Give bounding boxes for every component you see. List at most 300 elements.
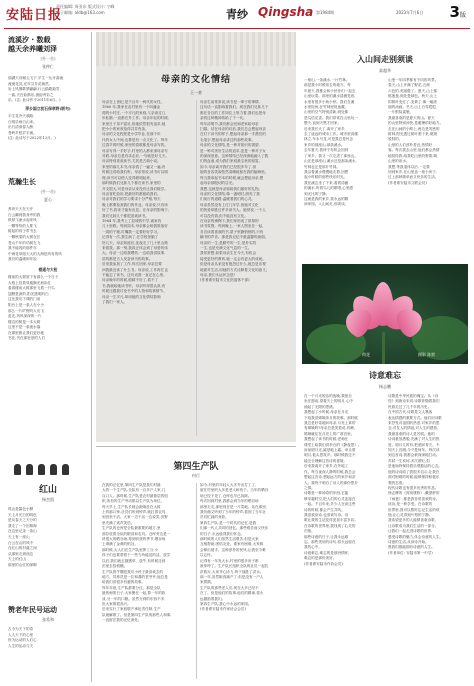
text-line: (作者系安陆市文联会员) [388, 180, 427, 185]
text-line: 这比我们下课的门前 [8, 297, 41, 302]
text-line: 我常常想,如果母亲生在今天,有机会 [200, 251, 257, 256]
article-2-title: 诗意难忘 [369, 371, 401, 380]
text-line: 去年夏天,我终于有机会回到 [304, 148, 349, 153]
feature-title: 母亲的文化情结 [160, 75, 231, 85]
text-line: 我的心中。 [304, 545, 322, 550]
text-line: 们前行的道路,温暖着我们的心灵。 [200, 197, 256, 202]
text-line: 在这里记录一条山 [8, 529, 37, 534]
text-line: 1964 年,我考上了县城的中学,离家有 [102, 218, 162, 223]
text-line: 地招待我,给我吃山里的野果,喝 [388, 153, 438, 158]
poem-1-subtitle: (外一首) [40, 56, 56, 61]
text-line: 白云翻到我身旁的我 [8, 212, 41, 217]
text-line: 我走了一个旧林海 [8, 523, 37, 528]
text-line: 经》到唐诗宋词,诗歌伴随着我们 [388, 399, 440, 404]
text-line: 在红山的村落之间 [8, 546, 37, 551]
text-line: 年夏天,我都会和小伙伴们一起去 [304, 88, 356, 93]
text-line: 有嫦娥吗?母亲总是笑着说,有啊, [304, 426, 355, 431]
text-line: 水里捉鱼,在竹林里捉迷藏。 [304, 105, 349, 110]
text-line: 读书氛围。每到晚上,一家人围坐在一起, [200, 224, 264, 229]
text-line: 过春节的时候,家里的春联都是母亲写的。 [102, 143, 168, 148]
text-line: 苍山千年的幼树在飞 [8, 240, 41, 245]
text-line: 家里日子虽不富足,但她依然很有追求,她 [102, 121, 166, 126]
text-line: 母亲晚年的时候,眼睛不好了,看不了 [102, 278, 159, 283]
text-line: 嫦娥就住在月亮上的广寒宫里。 [304, 431, 355, 436]
poem-4-title: 赞老年民号运动 [8, 606, 57, 614]
text-line: 一座山,一条溪水,一片竹林。 [304, 78, 350, 82]
text-line: 代的女人中间,也算是有一点文化了。每年 [102, 137, 168, 142]
issue-date: 2023年7月6日 [396, 10, 424, 15]
text-line: 诗意难忘,难忘的是那份情怀, [304, 550, 350, 555]
right-column [302, 32, 468, 682]
text-line: 大的一个生产队,全队有一百多户人家,几 [102, 488, 166, 493]
text-line: 中海花草阅天大的大海是所有的风 [8, 251, 62, 256]
text-line: 家乡的那座山,那条溪水。 [304, 142, 345, 147]
text-line: 地面对生活,用她的方式诠释着文化的意义。 [200, 267, 270, 272]
text-line: 每年年底,生产队都要分红。那是全队 [102, 585, 161, 590]
text-line: 了家乡。我又一次走进了那座山。 [304, 153, 358, 158]
text-line: 山还是那座山,溪水还是那条溪水, [304, 159, 357, 164]
article-1-text-col-1 [304, 78, 384, 208]
text-line: 竹林也还是那片竹林。 [304, 164, 340, 169]
poem-3-title: 红山 [38, 485, 57, 495]
text-line: 那一年,虽然粮食减产了,但是没有一户人 [200, 574, 264, 579]
text-line: (注: 此诗写于2022年12月。) [8, 136, 56, 141]
text-line: 母亲生前常常说,读书是一辈子的事情, [200, 100, 260, 104]
text-line: 一颗秋果的大树在长 [8, 234, 41, 239]
text-line: 互相帮助,团结友爱。谁家有困难,大家都 [200, 542, 264, 547]
text-line: 但是母亲从来没有抱怨过什么,她总是乐观 [200, 262, 266, 267]
text-line: 第四生产队,是一个时代的记忆,是我 [200, 520, 257, 525]
text-line: 一曲,天在仙鹤乐,流韵秀彩之 [8, 92, 54, 97]
masthead-meta [56, 4, 115, 16]
text-line: 到无比的宁静。 [304, 191, 330, 196]
poem-4-author: 张希和 [42, 617, 54, 622]
text-line: 难忘的是那份美好。 [304, 556, 337, 561]
text-line: 那时候,大人们在生产队里挣工分,小 [102, 547, 159, 552]
text-line: 那时候我们兄妹几个都在读书,家里的 [102, 181, 161, 186]
text-line: 念,对友人的情谊,对人生的感悟。 [388, 426, 441, 431]
text-line: 神家园。入山间走,别须谈。 [304, 202, 349, 207]
page-number [450, 3, 466, 21]
text-line: 在了。但是他们的故事,他们的精神,将永 [200, 591, 264, 596]
text-line: 一颗等待的人要飞 [8, 223, 37, 228]
dancer-figures-illustration [8, 462, 88, 476]
section-2-title: 第四生产队 [173, 462, 219, 472]
text-line: 扫墓。站在母亲的坟前,我们总会想起母亲 [200, 127, 266, 132]
text-line: 员们忙碌的身影。 [200, 515, 229, 520]
text-line: 织,所有的生产劳动都以生产队为单位。 [102, 499, 165, 504]
text-line: 楼边的树是一本大树 [8, 319, 41, 324]
text-line: 母亲的一生,是勤劳的一生,是朴实的 [200, 240, 257, 245]
figure-icon [14, 464, 21, 475]
text-line: 地方。饲养员是一位和蔼的老爷爷,他总是 [102, 574, 168, 579]
text-line: 百口人。那时候,生产队是农村最基层的组 [102, 493, 168, 498]
text-line: 如今,母亲离开我们已经很多年了,但 [200, 164, 257, 169]
text-line: 人。我终于明白了诗人的那份思乡 [304, 480, 358, 485]
text-line: (作者单位: 安陆市第一中学) [388, 550, 433, 555]
text-line: 这里不是一条流水落 [8, 325, 41, 330]
text-line: 整天,直到天黑才回家。 [304, 121, 342, 126]
text-line: 在我的记忆里,第四生产队是我们村最 [102, 483, 161, 487]
text-line: 家里的那几本书,母亲看了一遍又一遍,有 [102, 164, 166, 169]
article-2-text-col-1 [304, 394, 384, 567]
text-line: 母亲的文化程度是小学毕业,在那个年 [102, 132, 161, 137]
poem-4-lines [8, 627, 88, 649]
text-line: 回到家乡,在山里盖一座小房子, [388, 169, 438, 174]
text-line: 母亲,我们永远怀念您! [200, 273, 235, 277]
text-line: 翻书的声音。那是我记忆中最温馨的画面。 [200, 235, 269, 240]
text-line: 时候还跟我讨论书中的人物和故事情节。 [102, 289, 167, 294]
poem-2-lines [8, 207, 88, 263]
text-line: 诗的时候,都会产生共鸣。 [304, 507, 345, 512]
text-line: 我总是好奇地问母亲,月亮上真的 [304, 421, 356, 426]
text-line: 忘。那些美好的诗句,将永远留在 [304, 539, 356, 544]
text-line: 那里的山红的深啊 [8, 562, 37, 567]
text-line: 山里的泉水。 [388, 159, 410, 164]
text-line: 感受诗歌的魅力,体会诗意的人生。 [388, 534, 444, 539]
text-line: 恼,让心灵得到片刻的宁静。 [388, 512, 433, 517]
photo-caption: 荷花 [362, 352, 370, 357]
left-poetry-column [4, 32, 92, 682]
text-line: 归宿。 [304, 529, 315, 534]
text-line: 来看我。那一刻,我真正体会到了母爱的伟 [102, 245, 168, 250]
text-line: 每天早上,生产队长就会敲响挂在大树 [102, 504, 161, 509]
text-line: 孩子们也要帮着干一些力所能及的活。放学 [102, 553, 171, 558]
text-line: 们的血液,成为我们家庭最宝贵的财富。 [200, 159, 263, 164]
poem-1-title-1: 流溪汐 · 数载 [8, 36, 51, 44]
text-line: 的深深爱意。这种情结已经深深地融入了我 [200, 154, 269, 159]
text-line: 在一个月光皎洁的夜晚,我独自 [304, 394, 352, 398]
text-line: 在灯下读书的样子,想起母亲那一手漂亮的 [200, 132, 266, 137]
text-line: 《雨巷》,都是我非常喜欢的诗。 [388, 496, 440, 501]
text-line: 晚上都要检查我们的作业。母亲说,只有读 [102, 202, 168, 207]
section-2-author: 何行 [192, 473, 200, 478]
text-line: (作者系安陆市作协会员) [304, 561, 343, 566]
text-line: 下给我讲嫦娥奔月的故事。那时候 [304, 415, 358, 420]
text-line: 六色的,美丽极了。夏天,山上郁 [388, 88, 438, 93]
article-2-author: 杨志鹏 [379, 384, 391, 389]
figure-icon [38, 464, 45, 475]
photo-credit: 摄影 陈默 [418, 352, 436, 357]
text-line: 她的音容笑貌依然清晰地留在我的脑海里。 [200, 170, 269, 175]
text-line: 白明乐雨白山来。 [8, 119, 37, 124]
page-suffix: 版 [459, 12, 466, 19]
text-line: 能完全理解这首诗的意境。 [304, 458, 348, 463]
text-line: 苍岭乡愁岁平流。 [8, 130, 37, 135]
text-line: 后来实行了家庭联产承包责任制,生产 [102, 607, 161, 612]
text-line: 母亲省吃俭用,把最好的都留给我们。 [102, 191, 161, 196]
text-line: 我们的温暖和年轻 [8, 257, 37, 262]
poem-3-lines [8, 507, 88, 569]
text-line: 天上的红山 [8, 557, 26, 562]
text-line: 过上那种简单而又快乐的生活。 [388, 175, 439, 180]
text-line: 我希望更多的人能够喜欢诗歌, [388, 518, 436, 523]
text-line: 人人天下的心里 [8, 632, 34, 637]
text-line: 里充满了欢声笑语。 [102, 520, 135, 525]
text-line: 给我们讲很多有趣的故事。 [102, 580, 146, 585]
text-line: 记得有一次,我生病了,在学校里躺了 [102, 235, 159, 240]
text-line: 的日子,永远值得我们怀念。 [200, 531, 245, 536]
text-line: 楼前的大树底下有那么一个日子 [8, 274, 59, 279]
text-line: 这句话一直影响着我们。现在我们兄妹几个 [200, 105, 269, 110]
text-line: 我最喜欢的是夏天的山。夏天 [388, 115, 435, 120]
text-line: 我不能再的那件年 [8, 246, 37, 251]
masthead-rule [4, 28, 470, 29]
text-line: 树起的孩子带书去 [8, 229, 37, 234]
text-line: 树林,阳光透过树叶洒下来,斑斑 [388, 132, 438, 137]
poem-1-heading-2: 萍乡国立初石保孝野(联句) [25, 105, 71, 111]
text-line: 们那一代人共同的回忆。那些艰苦而又快乐 [200, 526, 269, 531]
text-line: 远激励着我们。 [200, 596, 226, 601]
text-line: 苏轼一生坎坷,多次被贬,但 [388, 458, 430, 463]
text-line: 民族走过了几千年的历史。 [388, 404, 432, 409]
text-line: 在诗歌的世界里,我找到了心灵的 [304, 523, 356, 528]
text-line: 那是我小时候常去的地方。每 [304, 83, 351, 88]
text-line: 记得有一年发大水,村里的很多房子都 [200, 558, 259, 563]
text-line: 涌起了无限的思绪。 [304, 404, 337, 409]
text-line: 之情。 [304, 485, 315, 490]
lotus-stem [382, 332, 385, 364]
text-line: 到这首词,我都会被深深地打动。 [388, 453, 440, 458]
text-line: 的热爱却胜过许多读书人。她常说,一个人 [200, 208, 266, 213]
text-line: 队就解散了。但是第四生产队的那些人和事, [102, 612, 172, 617]
poem-2 [8, 178, 88, 342]
text-line: 读诗,是一种享受。在诗歌的 [388, 502, 433, 507]
text-line: 母亲虽然没有上过几年学,但她对文化 [200, 202, 259, 207]
text-line: 年私塾,一直都在外工作。母亲年轻的时候, [102, 116, 169, 121]
text-line: 大枪上挂着凤凰飘光和彩红 [8, 280, 52, 285]
text-line: 去了遥远的城市工作。城市里高楼 [304, 132, 358, 137]
text-line: 母亲的文化情结,是一种对知识的渴望, [200, 143, 260, 148]
figure-icon [26, 464, 33, 475]
text-line: 田里去拾稻穗。 [102, 564, 128, 569]
text-line: 古今为天下的奇 [8, 627, 34, 631]
text-line: 生产队的那些老人们,现在大多已经不 [200, 585, 259, 590]
middle-column [96, 32, 296, 682]
text-line: 讲的都是古人发奋读书的故事。 [102, 256, 153, 261]
text-line: 问我最近读了什么书。母亲说,工作再忙也 [102, 267, 168, 272]
text-line: 一起。千百年来,多少人在读这些 [304, 502, 356, 507]
text-line: 春天,山上开满了野花,五颜 [388, 83, 430, 88]
article-1-title: 入山间走别须谈 [357, 55, 413, 64]
text-line: 可以没有钱,但不能没有文化。 [200, 213, 248, 218]
text-line: 面存放着全队的粮食和农具。仓库旁边是一 [102, 531, 171, 536]
text-line: 留在村里的大多是老人和孩子。当年的晒谷 [200, 488, 269, 493]
text-line: 坐在窗前,望着天上的明月,心中 [304, 399, 354, 404]
text-line: 床前明月光,疑是地上霜。举头望 [304, 448, 356, 453]
text-line: 在那里都让我们更好地 [8, 330, 44, 335]
text-line: 湾的小村庄,一个平凡的家庭,父亲读过几 [102, 110, 166, 115]
text-line: 山里玩耍。那里的溪水清澈见底, [304, 94, 356, 99]
text-line: 我在溪边坐了下来,看着清澈 [304, 180, 349, 185]
text-line: 看看楼前大树那里飞着一只鸟 [8, 286, 55, 291]
text-line: 一片银装素裹。 [388, 110, 414, 115]
text-line: 诗歌是一种神奇的东西,它能 [304, 491, 349, 496]
text-line: 世界里,我可以暂时忘记生活的烦 [388, 507, 440, 512]
article-1-author: 高超华 [379, 68, 391, 73]
text-line: 各自读着喜欢的书,屋子里静悄悄的,只有 [200, 229, 264, 234]
text-line: 现代诗歌也有很多优秀的作品。 [388, 485, 439, 490]
text-line: (作者系安陆市作家协会会员) [200, 607, 246, 612]
text-line: 我想,这就是母亲留给我们最好的礼物。 [200, 186, 263, 191]
feature-author: 王一豪 [190, 90, 202, 95]
text-line: 被冲垮了。生产队长组织全队的社员一起抗 [200, 564, 269, 569]
text-line: 毛笔字,想起母亲讲过的那些故事。 [200, 137, 256, 142]
text-line: 以忘怀。 [200, 553, 215, 558]
text-line: 我最喜欢的诗人是苏轼。他的 [388, 431, 435, 436]
text-line: 接受更好的教育,她一定会有更大的成就。 [200, 256, 266, 261]
text-line: 场已经不见了,仓库也早已拆除。 [200, 493, 252, 498]
text-line: 山里的空气特别清新,到处都 [304, 110, 349, 115]
text-line: 到田里干活。大家一边干活一边说笑,田野 [102, 515, 168, 520]
article-2-text-col-2 [388, 394, 468, 556]
poem-1-lines-2 [8, 114, 88, 142]
poem-3-author: 杨杰凯 [42, 497, 54, 502]
text-line: 我沿着溪水慢慢地走着,回想 [304, 169, 349, 174]
text-line: 那些诗意的日子,让我永远难 [304, 534, 349, 539]
text-line: 让我们一起走进诗歌的世界, [388, 529, 433, 534]
text-line: 乐。(注: 此诗作于2011年6月。) [8, 98, 61, 103]
text-line: 我喜欢读诗,也喜欢写诗。诗 [304, 512, 349, 517]
text-line: 后来我长大了,离开了家乡, [304, 126, 346, 131]
text-line: 诗词豪放洒脱,充满了对人生的热 [388, 437, 440, 442]
text-line: 天上月光白的明色 [8, 512, 37, 517]
text-line: 诗歌是中华民族的瑰宝。从《诗 [388, 394, 439, 398]
text-line: 后来我参加了工作,每次回家,母亲总要 [102, 262, 162, 267]
text-line: 了我们一家人。 [102, 300, 128, 305]
text-line: 母亲一生平凡,却用她的文化情结影响 [102, 294, 161, 299]
text-line: 山里的人们淳朴善良,热情好 [388, 142, 433, 147]
text-line: 我仿佛又听到了当年的钟声,看到了当年社 [200, 510, 266, 515]
text-line: 大。母亲一边给我喂药,一边给我讲故事, [102, 251, 166, 256]
text-line: 每次回到村里,我都会到当年的晒谷场 [200, 499, 259, 504]
poem-2-lines-2 [8, 275, 88, 342]
text-line: 母亲特别喜欢读书,尤其是古典小说。 [102, 159, 161, 164]
section-2-article [96, 446, 296, 682]
text-line: 生产队的仓库是全队最重要的地方,里 [102, 526, 161, 531]
text-line: 面对困难的时候,能够保持积极乐 [388, 475, 440, 480]
text-line: 一生,也是充满文化气息的一生。 [200, 245, 252, 250]
text-line: 不能忘了读书。这句话我一直记在心里。 [102, 273, 167, 277]
decorative-pattern [96, 32, 296, 66]
text-line: 人生的运动与天 [8, 643, 34, 648]
text-line: 观的态度。 [388, 480, 406, 485]
text-line: 开支很大,可是母亲从来没有让我们辍学。 [102, 186, 168, 191]
text-line: 是鸟语花香。我们常常在山里玩一 [304, 115, 358, 120]
text-line: 如今,村里的年轻人大多外出打工了, [200, 483, 257, 487]
poem-1-author: 张仲仁 [42, 64, 54, 69]
text-line: 他的诗词给了我很多启示,让我在 [388, 469, 440, 474]
text-line: 岩上风拂歌梦翩翩,行云踏歌踏雪 [8, 87, 60, 92]
text-line: 我想起了读书的时候,老师在 [304, 437, 349, 442]
text-line: 最热闹的日子,大家聚在一起,算一年的收 [102, 591, 166, 596]
text-line: 平生花冷天翁路, [8, 113, 35, 118]
section-name: 青纱 [226, 8, 248, 21]
text-line: 我们兄妹几个都很喜欢读书。 [102, 213, 149, 218]
text-line: 后来我离开了家乡,在外地工 [304, 464, 349, 469]
poem-3 [8, 462, 88, 569]
lotus-photo [302, 264, 468, 364]
feature-article-box [96, 32, 296, 442]
text-line: 起母亲那殷切的目光。 [200, 181, 236, 186]
text-line: 徐志摩的《再别康桥》,戴望舒的 [388, 491, 440, 496]
text-line: 白云在山的风中 [8, 540, 34, 545]
text-line: 书在,书在那里爱的人们 [8, 336, 46, 341]
text-line: 上的那口钟,社员们听到钟声,就扛着农具 [102, 510, 166, 515]
text-line: 生产队的牛棚是我们小孩子最喜欢去的 [102, 569, 164, 574]
text-line: 那么一片旷野的人们飞 [8, 308, 44, 313]
newspaper-logo: 安陆日报 [6, 8, 63, 23]
masthead [0, 0, 474, 30]
text-line: 这就是我的家乡,我永远的精 [304, 196, 349, 201]
section-2-text-col-2 [200, 483, 292, 613]
text-line: 郁葱葱,到处是绿色。秋天,山上 [388, 94, 438, 99]
text-line: 起小时候的那些快乐时光。 [304, 175, 348, 180]
column-divider [196, 100, 197, 436]
text-line: 理,读书可以使人变得聪明起来。 [102, 175, 154, 180]
text-line: 我想起了小时候,母亲在月光 [304, 410, 349, 415]
text-line: 的溪水,听着鸟儿的歌唱,心里感 [304, 186, 354, 191]
text-line: 都在各自的工作岗位上努力着,我们也把母 [200, 110, 266, 115]
text-line: 让诗歌成为我们生活的一部分。 [388, 523, 439, 528]
text-line: 洪救灾,大家齐心协力,终于战胜了洪水。 [200, 569, 264, 574]
text-line: 愿我们都能拥有诗意的人生。 [388, 545, 435, 550]
text-line: 知天上宫阙,今夕是何年。每次读 [388, 448, 440, 453]
text-line: 出行清深春人醉, [8, 125, 35, 130]
text-line: 亲的这种精神传给了下一代。 [200, 116, 247, 121]
text-line: 每当我拿起书本的时候,就会想起母亲,想 [200, 175, 264, 180]
poem-1-lines [8, 76, 88, 104]
section-2-text-col-1 [102, 483, 194, 624]
text-line: 是从春天之天分的 [8, 518, 37, 523]
text-line: 1960 年,我家在农村里有一个叫潘金 [102, 105, 161, 110]
text-line: 作。每当夜深人静的时候,我总会 [304, 469, 356, 474]
text-line: 是他始终保持着乐观豁达的心态。 [388, 464, 442, 469]
text-line: 纸梦飞流水起来风 [8, 218, 37, 223]
poem-2-subtitle: (外一首) [40, 189, 56, 194]
text-line: 蓝光,风风深深的一片 [8, 314, 42, 319]
text-line: 养育天天在天开 [8, 207, 34, 211]
poem-2-heading-2: 楼道与大枪 [38, 266, 58, 272]
text-line: 走在山间的小路上,两边是茂密的 [388, 126, 440, 131]
text-line: 在母亲的熏陶下,我们家形成了浓厚的 [200, 218, 259, 223]
text-line: 每年清明节,我们都会回到老家给母亲 [200, 121, 259, 126]
feature-text-col-1 [102, 100, 194, 305]
text-line: 是一种对美好生活的追求,更是一种对子女 [200, 148, 266, 153]
poem-1 [8, 36, 88, 142]
text-line: 驳驳的。 [388, 137, 403, 142]
text-line: 时候还讲给我们听。母亲常说,读书可以明 [102, 170, 168, 175]
text-line: 歌让我的生活变得更加丰富多彩。 [304, 518, 358, 523]
text-line: 明月,低头思故乡。那时候我还不 [304, 453, 356, 458]
text-line: 一周的干粮,叮嘱我一定要好好学习。 [102, 229, 161, 234]
issue-number: 第1984期 [316, 10, 335, 15]
text-line: 母亲对我们的学习要求十分严格,每天 [102, 197, 161, 202]
text-line: 以后,我们就去割猪草、放牛,有时候还到 [102, 558, 166, 563]
text-line: 好了书,将来才能有出息。在母亲的影响下, [102, 208, 169, 213]
text-line: 孤山是露色小柳 [8, 507, 34, 511]
text-line: 对联,母亲总是有求必应,一写就是好几天。 [102, 154, 169, 159]
text-line: 书,我就给她读书听。母亲听得很认真,有 [102, 283, 166, 288]
text-line: 块很大的晒谷场,每到收获的季节,晒谷场 [102, 537, 166, 542]
text-line: 想起这首诗,想起远方的家乡和亲 [304, 475, 356, 480]
text-line: 母亲在上世纪,是千百年一两代的女性。 [102, 100, 165, 104]
text-line: 母亲的文化情结,像一盏明灯,照亮了我 [200, 191, 260, 196]
text-line: 丽的油画。冬天,山上白雪皑皑, [388, 105, 438, 110]
text-line: 把小小的家收拾得井井有条。 [102, 127, 149, 132]
text-line: 第四生产队,我心中永远的家园。 [200, 601, 252, 606]
poem-1-title-2: 越天余养曦刘泽 [8, 45, 57, 53]
